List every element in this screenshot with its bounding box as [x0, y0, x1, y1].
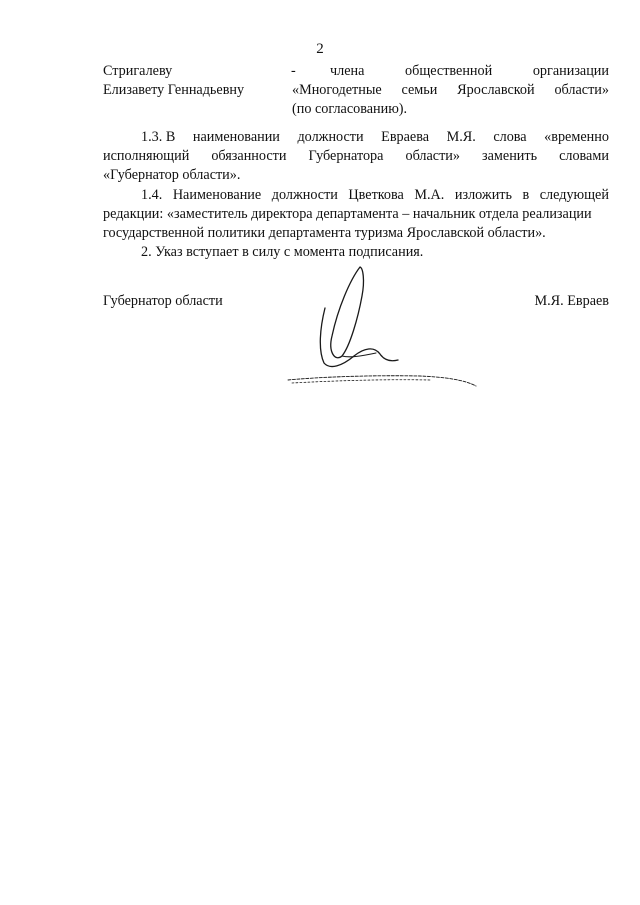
signatory-name: М.Я. Евраев [534, 293, 609, 309]
word: слова [493, 129, 527, 145]
word: 1.3. В [141, 129, 176, 145]
word: исполняющий [103, 148, 190, 165]
member-role-line1 [292, 62, 609, 81]
role-word: общественной [405, 63, 493, 79]
member-name-line2: Елизавету Геннадьевну [103, 82, 245, 98]
signature-underline [288, 376, 476, 386]
word: следующей [539, 186, 609, 203]
paragraph-2-line1: 2. Указ вступает в силу с момента подписания. [141, 244, 424, 261]
paragraph-1-4-line1 [103, 186, 609, 205]
member-role-line3: (по согласованию). [292, 101, 408, 117]
word: М.А. [414, 186, 445, 203]
paragraph-1-3-line3: «Губернатор области». [103, 167, 241, 184]
word: словами [559, 148, 609, 165]
word: Наименование [172, 186, 262, 203]
word: «временно [544, 129, 609, 145]
member-entry [103, 62, 609, 118]
paragraph-1-3 [103, 128, 609, 186]
word: должности [271, 186, 338, 203]
paragraph-1-3-line1 [103, 128, 609, 147]
word: Цветкова [348, 186, 404, 203]
role-word: члена [330, 63, 365, 79]
word: должности [297, 129, 364, 145]
paragraph-1-4 [103, 186, 609, 244]
member-role [292, 62, 609, 119]
signatory-title: Губернатор области [103, 293, 223, 309]
member-dash: - [291, 63, 296, 79]
word: изложить [454, 186, 512, 203]
paragraph-1-4-line3: государственной политики департамента туризма Ярославской области». [103, 225, 546, 242]
role-word: семьи [401, 82, 438, 98]
decree-body [103, 128, 609, 262]
paragraph-1-4-line2: редакции: «заместитель директора департамента – начальник отдела реализации [103, 205, 592, 222]
role-word: Ярославской [457, 82, 535, 98]
word: области» [405, 148, 460, 165]
page-number: 2 [316, 41, 324, 57]
signature-stroke [331, 267, 364, 358]
signature-underline [292, 380, 430, 383]
word: наименовании [192, 129, 280, 145]
role-word: организации [532, 63, 609, 79]
word: заменить [482, 148, 538, 165]
word: в [522, 186, 530, 203]
paragraph-1-3-line2 [103, 147, 609, 166]
word: обязанности [211, 148, 287, 165]
handwritten-signature [280, 258, 490, 398]
member-name-line1: Стригалеву [103, 63, 173, 79]
role-word: «Многодетные [292, 82, 382, 98]
member-role-line2 [292, 81, 609, 100]
member-name [103, 62, 244, 100]
role-word: области» [554, 82, 609, 98]
signature-stroke [342, 353, 376, 357]
word: Евраева [381, 129, 430, 145]
word: М.Я. [446, 129, 476, 145]
word: 1.4. [141, 186, 163, 203]
word: Губернатора [308, 148, 384, 165]
